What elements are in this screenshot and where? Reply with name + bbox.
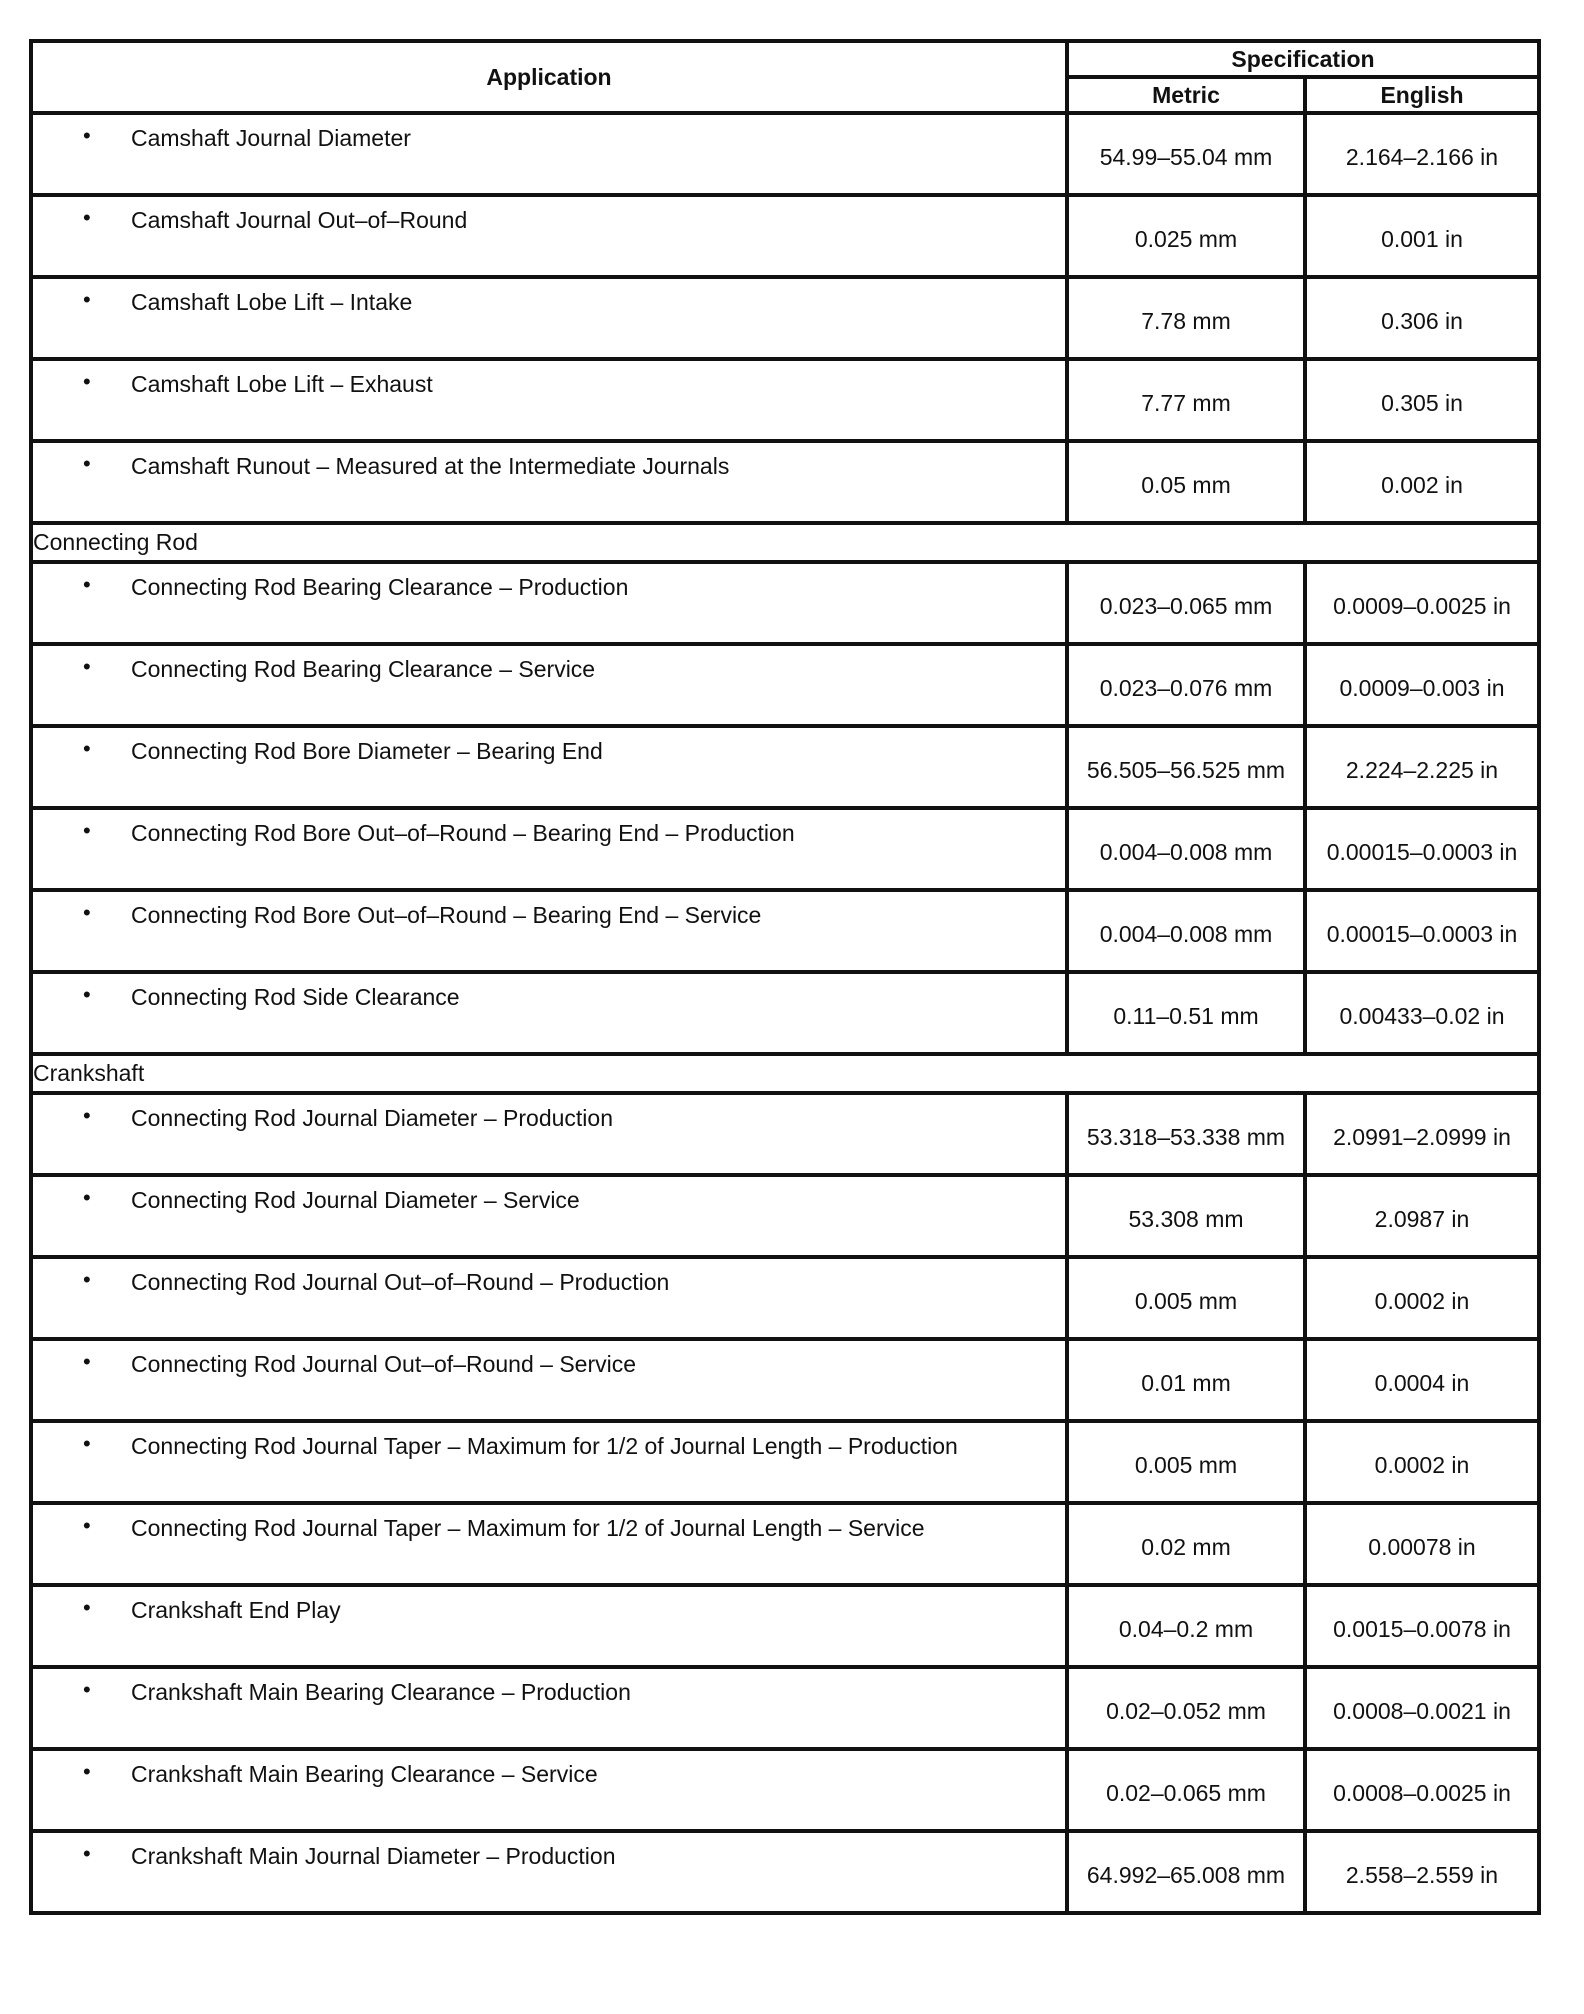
bullet-icon: • — [83, 451, 91, 476]
english-value: 0.0004 in — [1374, 1369, 1470, 1396]
metric-cell — [1067, 890, 1305, 972]
section-title: Connecting Rod — [31, 523, 1539, 562]
english-value: 2.224–2.225 in — [1345, 756, 1499, 783]
application-text: Camshaft Runout – Measured at the Intermediate Journals — [131, 453, 730, 479]
metric-value: 53.308 mm — [1128, 1205, 1244, 1232]
metric-header: Metric — [1067, 77, 1305, 113]
table-row — [31, 1749, 1539, 1831]
application-cell — [31, 644, 1067, 726]
bullet-icon: • — [83, 369, 91, 394]
english-value: 2.0991–2.0999 in — [1333, 1123, 1511, 1150]
application-cell — [31, 1339, 1067, 1421]
application-text: Camshaft Journal Out–of–Round — [131, 207, 468, 233]
application-text: Camshaft Lobe Lift – Intake — [131, 289, 413, 315]
application-cell — [31, 1667, 1067, 1749]
bullet-icon: • — [83, 1185, 91, 1210]
metric-value: 0.005 mm — [1134, 1451, 1238, 1478]
bullet-icon: • — [83, 572, 91, 597]
english-value: 0.0008–0.0025 in — [1333, 1779, 1511, 1806]
application-text: Connecting Rod Journal Diameter – Production — [131, 1105, 613, 1131]
english-cell — [1305, 1585, 1539, 1667]
metric-cell — [1067, 359, 1305, 441]
application-cell — [31, 1749, 1067, 1831]
section-row — [31, 523, 1539, 562]
metric-value: 0.023–0.065 mm — [1099, 592, 1273, 619]
english-value: 0.305 in — [1381, 389, 1463, 416]
metric-cell — [1067, 113, 1305, 195]
metric-value: 0.05 mm — [1141, 471, 1231, 498]
table-row — [31, 359, 1539, 441]
application-text: Crankshaft Main Bearing Clearance – Production — [131, 1679, 631, 1705]
bullet-icon: • — [83, 1677, 91, 1702]
metric-value: 0.02 mm — [1141, 1533, 1231, 1560]
application-cell — [31, 726, 1067, 808]
table-row — [31, 972, 1539, 1054]
english-cell — [1305, 1831, 1539, 1913]
application-cell — [31, 441, 1067, 523]
english-cell — [1305, 1339, 1539, 1421]
english-value: 0.00078 in — [1368, 1533, 1476, 1560]
metric-cell — [1067, 644, 1305, 726]
metric-value: 0.025 mm — [1134, 225, 1238, 252]
table-row — [31, 1831, 1539, 1913]
table-row — [31, 726, 1539, 808]
metric-cell — [1067, 1093, 1305, 1175]
english-cell — [1305, 1749, 1539, 1831]
bullet-icon: • — [83, 1431, 91, 1456]
metric-value: 0.02–0.065 mm — [1106, 1779, 1266, 1806]
application-cell — [31, 1175, 1067, 1257]
metric-value: 54.99–55.04 mm — [1099, 143, 1273, 170]
english-value: 2.164–2.166 in — [1345, 143, 1499, 170]
metric-value: 7.78 mm — [1141, 307, 1231, 334]
table-row — [31, 890, 1539, 972]
metric-value: 0.01 mm — [1141, 1369, 1231, 1396]
application-cell — [31, 972, 1067, 1054]
english-value: 0.00015–0.0003 in — [1326, 838, 1518, 865]
metric-cell — [1067, 808, 1305, 890]
metric-value: 56.505–56.525 mm — [1086, 756, 1286, 783]
metric-cell — [1067, 562, 1305, 644]
english-cell — [1305, 1093, 1539, 1175]
application-cell — [31, 1257, 1067, 1339]
english-cell — [1305, 113, 1539, 195]
english-value: 0.0002 in — [1374, 1287, 1470, 1314]
application-text: Connecting Rod Journal Diameter – Service — [131, 1187, 580, 1213]
application-text: Camshaft Journal Diameter — [131, 125, 411, 151]
specification-header: Specification — [1067, 41, 1539, 77]
metric-value: 0.004–0.008 mm — [1099, 838, 1273, 865]
application-cell — [31, 113, 1067, 195]
bullet-icon: • — [83, 1759, 91, 1784]
bullet-icon: • — [83, 1595, 91, 1620]
english-value: 2.0987 in — [1374, 1205, 1470, 1232]
table-row — [31, 195, 1539, 277]
english-cell — [1305, 972, 1539, 1054]
english-cell — [1305, 1175, 1539, 1257]
metric-value: 0.11–0.51 mm — [1113, 1002, 1259, 1029]
table-row — [31, 562, 1539, 644]
metric-value: 53.318–53.338 mm — [1086, 1123, 1286, 1150]
table-row — [31, 1667, 1539, 1749]
table-row — [31, 1175, 1539, 1257]
metric-cell — [1067, 1503, 1305, 1585]
metric-value: 0.005 mm — [1134, 1287, 1238, 1314]
table-row — [31, 113, 1539, 195]
metric-value: 0.02–0.052 mm — [1106, 1697, 1266, 1724]
english-value: 0.00433–0.02 in — [1339, 1002, 1505, 1029]
metric-cell — [1067, 1585, 1305, 1667]
metric-value: 0.04–0.2 mm — [1118, 1615, 1254, 1642]
english-value: 0.0009–0.003 in — [1339, 674, 1505, 701]
bullet-icon: • — [83, 123, 91, 148]
application-header: Application — [31, 41, 1067, 113]
table-row — [31, 808, 1539, 890]
metric-cell — [1067, 1667, 1305, 1749]
application-cell — [31, 195, 1067, 277]
english-cell — [1305, 562, 1539, 644]
application-text: Connecting Rod Journal Taper – Maximum for 1/2 of Journal Length – Service — [131, 1515, 925, 1541]
metric-cell — [1067, 441, 1305, 523]
metric-cell — [1067, 1831, 1305, 1913]
table-row — [31, 1503, 1539, 1585]
application-text: Connecting Rod Journal Out–of–Round – Production — [131, 1269, 670, 1295]
bullet-icon: • — [83, 205, 91, 230]
application-cell — [31, 1421, 1067, 1503]
application-text: Connecting Rod Journal Out–of–Round – Service — [131, 1351, 637, 1377]
metric-cell — [1067, 1175, 1305, 1257]
english-cell — [1305, 441, 1539, 523]
specification-table — [29, 39, 1541, 1915]
application-text: Connecting Rod Side Clearance — [131, 984, 460, 1010]
english-cell — [1305, 808, 1539, 890]
english-value: 0.0009–0.0025 in — [1333, 592, 1511, 619]
application-cell — [31, 808, 1067, 890]
english-value: 0.0008–0.0021 in — [1333, 1697, 1511, 1724]
application-cell — [31, 277, 1067, 359]
english-value: 0.0002 in — [1374, 1451, 1470, 1478]
application-text: Connecting Rod Journal Taper – Maximum for 1/2 of Journal Length – Production — [131, 1433, 958, 1459]
metric-cell — [1067, 1339, 1305, 1421]
table-row — [31, 1585, 1539, 1667]
english-cell — [1305, 1503, 1539, 1585]
bullet-icon: • — [83, 736, 91, 761]
metric-cell — [1067, 726, 1305, 808]
metric-cell — [1067, 972, 1305, 1054]
table-row — [31, 1339, 1539, 1421]
application-cell — [31, 359, 1067, 441]
english-header: English — [1305, 77, 1539, 113]
table-row — [31, 1093, 1539, 1175]
metric-cell — [1067, 195, 1305, 277]
application-cell — [31, 562, 1067, 644]
table-row — [31, 1257, 1539, 1339]
english-cell — [1305, 726, 1539, 808]
bullet-icon: • — [83, 1841, 91, 1866]
application-cell — [31, 1503, 1067, 1585]
metric-cell — [1067, 277, 1305, 359]
application-cell — [31, 890, 1067, 972]
metric-value: 7.77 mm — [1141, 389, 1231, 416]
bullet-icon: • — [83, 1513, 91, 1538]
english-cell — [1305, 1257, 1539, 1339]
bullet-icon: • — [83, 1103, 91, 1128]
application-cell — [31, 1585, 1067, 1667]
bullet-icon: • — [83, 654, 91, 679]
table-row — [31, 277, 1539, 359]
table-body — [31, 113, 1539, 1913]
bullet-icon: • — [83, 287, 91, 312]
english-value: 0.306 in — [1381, 307, 1463, 334]
metric-value: 0.004–0.008 mm — [1099, 920, 1273, 947]
application-cell — [31, 1831, 1067, 1913]
application-text: Connecting Rod Bore Out–of–Round – Bearing End – Production — [131, 820, 795, 846]
bullet-icon: • — [83, 1267, 91, 1292]
table-row — [31, 441, 1539, 523]
metric-cell — [1067, 1421, 1305, 1503]
metric-value: 64.992–65.008 mm — [1086, 1861, 1286, 1888]
metric-cell — [1067, 1749, 1305, 1831]
english-cell — [1305, 195, 1539, 277]
english-cell — [1305, 644, 1539, 726]
application-text: Camshaft Lobe Lift – Exhaust — [131, 371, 433, 397]
section-row — [31, 1054, 1539, 1093]
metric-value: 0.023–0.076 mm — [1099, 674, 1273, 701]
english-value: 0.002 in — [1381, 471, 1463, 498]
application-text: Connecting Rod Bearing Clearance – Service — [131, 656, 596, 682]
english-value: 0.001 in — [1381, 225, 1463, 252]
bullet-icon: • — [83, 900, 91, 925]
english-cell — [1305, 277, 1539, 359]
bullet-icon: • — [83, 982, 91, 1007]
english-cell — [1305, 890, 1539, 972]
application-text: Connecting Rod Bore Diameter – Bearing End — [131, 738, 603, 764]
bullet-icon: • — [83, 1349, 91, 1374]
english-cell — [1305, 359, 1539, 441]
application-text: Connecting Rod Bearing Clearance – Production — [131, 574, 629, 600]
application-text: Connecting Rod Bore Out–of–Round – Bearing End – Service — [131, 902, 762, 928]
table-row — [31, 1421, 1539, 1503]
english-cell — [1305, 1421, 1539, 1503]
english-value: 2.558–2.559 in — [1345, 1861, 1499, 1888]
application-text: Crankshaft Main Bearing Clearance – Service — [131, 1761, 598, 1787]
application-text: Crankshaft Main Journal Diameter – Production — [131, 1843, 616, 1869]
application-text: Crankshaft End Play — [131, 1597, 341, 1623]
bullet-icon: • — [83, 818, 91, 843]
english-cell — [1305, 1667, 1539, 1749]
application-cell — [31, 1093, 1067, 1175]
section-title: Crankshaft — [31, 1054, 1539, 1093]
metric-cell — [1067, 1257, 1305, 1339]
english-value: 0.0015–0.0078 in — [1333, 1615, 1511, 1642]
english-value: 0.00015–0.0003 in — [1326, 920, 1518, 947]
table-row — [31, 644, 1539, 726]
